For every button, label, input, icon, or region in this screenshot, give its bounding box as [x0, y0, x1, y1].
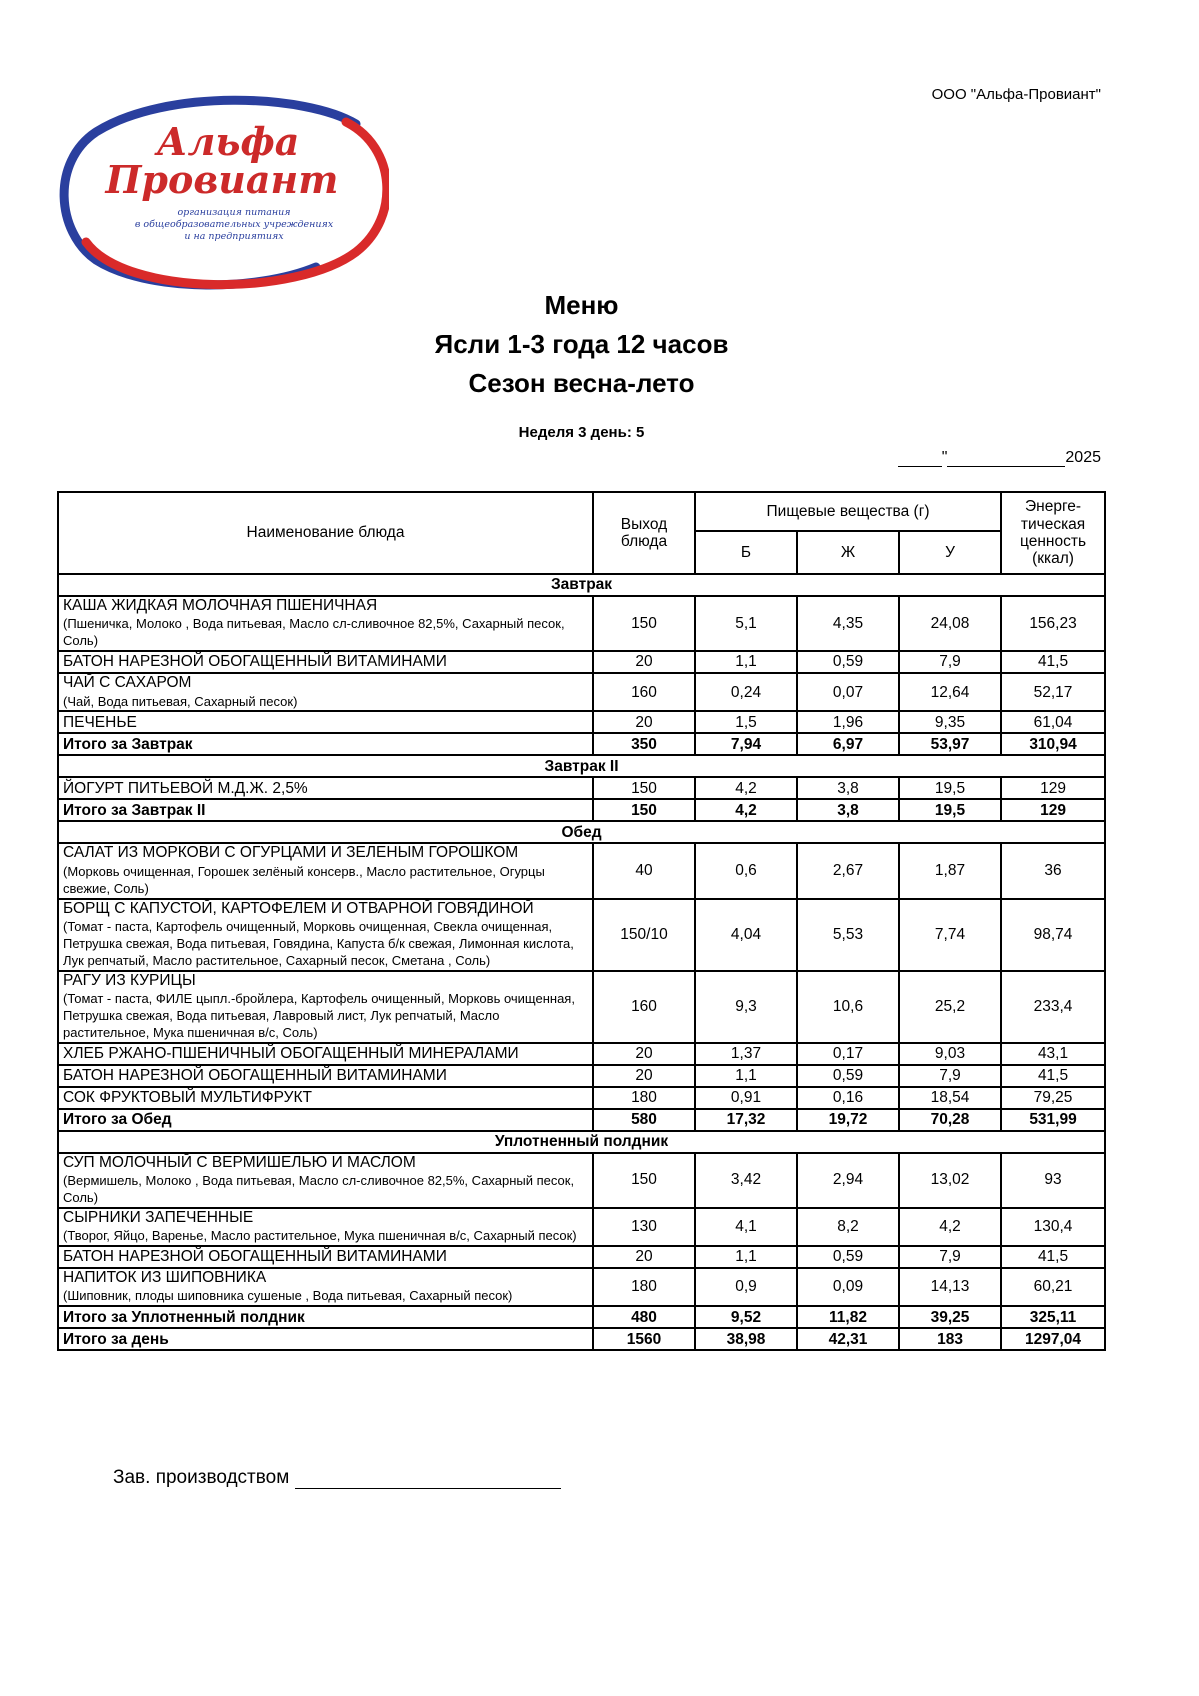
kcal-cell: 60,21	[1001, 1268, 1105, 1306]
output-cell: 150	[593, 777, 695, 799]
dish-cell	[58, 673, 593, 711]
output-cell: 1560	[593, 1328, 695, 1350]
output-cell: 20	[593, 711, 695, 733]
dish-name: ХЛЕБ РЖАНО-ПШЕНИЧНЫЙ ОБОГАЩЕННЫЙ МИНЕРАЛАМИ	[63, 1044, 519, 1062]
protein-cell: 0,24	[695, 673, 797, 711]
kcal-cell: 325,11	[1001, 1306, 1105, 1328]
fat-cell: 0,09	[797, 1268, 899, 1306]
dish-row	[58, 843, 1105, 898]
fat-cell: 2,94	[797, 1153, 899, 1208]
dish-cell	[58, 596, 593, 651]
date-month-blank	[947, 450, 1065, 467]
dish-row	[58, 673, 1105, 711]
dish-name: САЛАТ ИЗ МОРКОВИ С ОГУРЦАМИ И ЗЕЛЕНЫМ ГОРОШКОМ	[63, 844, 519, 862]
kcal-cell: 61,04	[1001, 711, 1105, 733]
carbs-cell: 9,03	[899, 1043, 1001, 1065]
carbs-cell: 70,28	[899, 1109, 1001, 1131]
alfa-proviant-logo	[56, 92, 389, 290]
carbs-cell: 7,9	[899, 1065, 1001, 1087]
section-header-row	[58, 821, 1105, 843]
dish-cell	[58, 1208, 593, 1246]
dish-cell	[58, 1043, 593, 1065]
dish-name: ЧАЙ С САХАРОМ	[63, 674, 192, 692]
kcal-cell: 43,1	[1001, 1043, 1105, 1065]
carbs-cell: 14,13	[899, 1268, 1001, 1306]
date-year: 2025	[1065, 449, 1101, 466]
fat-cell: 0,17	[797, 1043, 899, 1065]
signature-line	[113, 1467, 561, 1489]
dish-cell	[58, 899, 593, 971]
dish-row	[58, 1246, 1105, 1268]
output-cell: 160	[593, 971, 695, 1043]
section-header-row	[58, 755, 1105, 777]
carbs-cell: 13,02	[899, 1153, 1001, 1208]
fat-cell: 6,97	[797, 733, 899, 755]
company-name: ООО "Альфа-Провиант"	[931, 86, 1101, 103]
total-label: Итого за Завтрак II	[58, 799, 593, 821]
output-cell: 20	[593, 1065, 695, 1087]
protein-cell: 4,2	[695, 777, 797, 799]
dish-name: БАТОН НАРЕЗНОЙ ОБОГАЩЕННЫЙ ВИТАМИНАМИ	[63, 1248, 447, 1266]
carbs-cell: 39,25	[899, 1306, 1001, 1328]
header-protein: Б	[695, 531, 797, 574]
section-header-row	[58, 574, 1105, 596]
kcal-cell: 36	[1001, 843, 1105, 898]
dish-name: СОК ФРУКТОВЫЙ МУЛЬТИФРУКТ	[63, 1088, 313, 1106]
header-fat: Ж	[797, 531, 899, 574]
fat-cell: 3,8	[797, 799, 899, 821]
fat-cell: 0,59	[797, 1246, 899, 1268]
dish-cell	[58, 843, 593, 898]
dish-row	[58, 596, 1105, 651]
kcal-cell: 130,4	[1001, 1208, 1105, 1246]
dish-cell	[58, 777, 593, 799]
protein-cell: 1,1	[695, 1246, 797, 1268]
output-cell: 130	[593, 1208, 695, 1246]
dish-row	[58, 1087, 1105, 1109]
fat-cell: 19,72	[797, 1109, 899, 1131]
carbs-cell: 4,2	[899, 1208, 1001, 1246]
protein-cell: 0,6	[695, 843, 797, 898]
carbs-cell: 1,87	[899, 843, 1001, 898]
protein-cell: 0,91	[695, 1087, 797, 1109]
protein-cell: 4,04	[695, 899, 797, 971]
output-cell: 580	[593, 1109, 695, 1131]
output-cell: 20	[593, 1043, 695, 1065]
logo-tagline-line3: и на предприятиях	[184, 231, 284, 242]
protein-cell: 9,3	[695, 971, 797, 1043]
day-total-row	[58, 1328, 1105, 1350]
dish-cell	[58, 971, 593, 1043]
dish-row	[58, 1268, 1105, 1306]
week-day-label: Неделя 3 день: 5	[518, 424, 645, 441]
header-carbs: У	[899, 531, 1001, 574]
dish-row	[58, 711, 1105, 733]
protein-cell: 7,94	[695, 733, 797, 755]
dish-cell	[58, 1268, 593, 1306]
fat-cell: 11,82	[797, 1306, 899, 1328]
output-cell: 180	[593, 1268, 695, 1306]
header-energy: Энерге-тическая ценность (ккал)	[1001, 492, 1105, 574]
carbs-cell: 7,9	[899, 651, 1001, 673]
fat-cell: 42,31	[797, 1328, 899, 1350]
total-label: Итого за Уплотненный полдник	[58, 1306, 593, 1328]
total-label: Итого за Обед	[58, 1109, 593, 1131]
dish-composition: (Чай, Вода питьевая, Сахарный песок)	[63, 693, 298, 709]
kcal-cell: 1297,04	[1001, 1328, 1105, 1350]
dish-composition: (Пшеничка, Молоко , Вода питьевая, Масло сл-сливочное 82,5%, Сахарный песок, Соль)	[63, 616, 565, 649]
dish-name: БАТОН НАРЕЗНОЙ ОБОГАЩЕННЫЙ ВИТАМИНАМИ	[63, 653, 447, 671]
logo-name-line2: Провиант	[105, 157, 339, 202]
menu-title: Меню	[544, 290, 619, 320]
protein-cell: 9,52	[695, 1306, 797, 1328]
dish-cell	[58, 651, 593, 673]
protein-cell: 4,2	[695, 799, 797, 821]
carbs-cell: 18,54	[899, 1087, 1001, 1109]
dish-name: СУП МОЛОЧНЫЙ С ВЕРМИШЕЛЬЮ И МАСЛОМ	[63, 1153, 416, 1171]
section-total-row	[58, 733, 1105, 755]
kcal-cell: 52,17	[1001, 673, 1105, 711]
dish-row	[58, 777, 1105, 799]
kcal-cell: 41,5	[1001, 1065, 1105, 1087]
kcal-cell: 41,5	[1001, 651, 1105, 673]
menu-subtitle-age: Ясли 1-3 года 12 часов	[434, 329, 729, 359]
output-cell: 20	[593, 651, 695, 673]
section-title: Завтрак II	[58, 755, 1105, 777]
protein-cell: 5,1	[695, 596, 797, 651]
output-cell: 40	[593, 843, 695, 898]
fat-cell: 0,59	[797, 1065, 899, 1087]
kcal-cell: 93	[1001, 1153, 1105, 1208]
output-cell: 150	[593, 596, 695, 651]
carbs-cell: 24,08	[899, 596, 1001, 651]
protein-cell: 1,5	[695, 711, 797, 733]
kcal-cell: 129	[1001, 799, 1105, 821]
output-cell: 150/10	[593, 899, 695, 971]
fat-cell: 1,96	[797, 711, 899, 733]
dish-name: НАПИТОК ИЗ ШИПОВНИКА	[63, 1268, 267, 1286]
header-nutrients: Пищевые вещества (г)	[695, 492, 1001, 531]
fat-cell: 0,07	[797, 673, 899, 711]
date-quote: "	[941, 449, 948, 466]
kcal-cell: 129	[1001, 777, 1105, 799]
menu-subtitle-season: Сезон весна-лето	[468, 368, 695, 398]
kcal-cell: 79,25	[1001, 1087, 1105, 1109]
logo-tagline-line2: в общеобразовательных учреждениях	[134, 219, 334, 230]
carbs-cell: 12,64	[899, 673, 1001, 711]
dish-composition: (Морковь очищенная, Горошек зелёный консерв., Масло растительное, Огурцы свежие, Соль)	[63, 863, 545, 896]
section-total-row	[58, 799, 1105, 821]
carbs-cell: 7,74	[899, 899, 1001, 971]
carbs-cell: 19,5	[899, 799, 1001, 821]
protein-cell: 0,9	[695, 1268, 797, 1306]
kcal-cell: 98,74	[1001, 899, 1105, 971]
dish-row	[58, 1208, 1105, 1246]
carbs-cell: 25,2	[899, 971, 1001, 1043]
fat-cell: 4,35	[797, 596, 899, 651]
protein-cell: 4,1	[695, 1208, 797, 1246]
carbs-cell: 19,5	[899, 777, 1001, 799]
day-total-label: Итого за день	[58, 1328, 593, 1350]
fat-cell: 0,16	[797, 1087, 899, 1109]
kcal-cell: 233,4	[1001, 971, 1105, 1043]
dish-row	[58, 971, 1105, 1043]
dish-name: ПЕЧЕНЬЕ	[63, 713, 137, 731]
section-title: Завтрак	[58, 574, 1105, 596]
protein-cell: 3,42	[695, 1153, 797, 1208]
dish-name: РАГУ ИЗ КУРИЦЫ	[63, 971, 196, 989]
date-line	[800, 449, 1101, 467]
dish-cell	[58, 1065, 593, 1087]
signature-blank	[295, 1468, 561, 1489]
output-cell: 150	[593, 1153, 695, 1208]
dish-cell	[58, 1087, 593, 1109]
fat-cell: 8,2	[797, 1208, 899, 1246]
dish-cell	[58, 711, 593, 733]
dish-row	[58, 1153, 1105, 1208]
protein-cell: 17,32	[695, 1109, 797, 1131]
kcal-cell: 41,5	[1001, 1246, 1105, 1268]
dish-name: КАША ЖИДКАЯ МОЛОЧНАЯ ПШЕНИЧНАЯ	[63, 597, 378, 614]
dish-name: БАТОН НАРЕЗНОЙ ОБОГАЩЕННЫЙ ВИТАМИНАМИ	[63, 1066, 447, 1084]
dish-name: ЙОГУРТ ПИТЬЕВОЙ М.Д.Ж. 2,5%	[63, 779, 308, 797]
output-cell: 160	[593, 673, 695, 711]
fat-cell: 3,8	[797, 777, 899, 799]
dish-row	[58, 899, 1105, 971]
date-day-blank	[898, 450, 942, 467]
production-manager-label: Зав. производством	[113, 1467, 290, 1488]
kcal-cell: 531,99	[1001, 1109, 1105, 1131]
output-cell: 180	[593, 1087, 695, 1109]
section-header-row	[58, 1131, 1105, 1153]
carbs-cell: 7,9	[899, 1246, 1001, 1268]
carbs-cell: 183	[899, 1328, 1001, 1350]
fat-cell: 0,59	[797, 651, 899, 673]
dish-name: БОРЩ С КАПУСТОЙ, КАРТОФЕЛЕМ И ОТВАРНОЙ ГОВЯДИНОЙ	[63, 899, 534, 917]
dish-composition: (Творог, Яйцо, Варенье, Масло растительное, Мука пшеничная в/с, Сахарный песок)	[63, 1228, 577, 1244]
carbs-cell: 53,97	[899, 733, 1001, 755]
table-header-row-1	[58, 492, 1105, 531]
section-title: Обед	[58, 821, 1105, 843]
protein-cell: 1,1	[695, 1065, 797, 1087]
logo-tagline-line1: организация питания	[177, 207, 291, 218]
section-title: Уплотненный полдник	[58, 1131, 1105, 1153]
carbs-cell: 9,35	[899, 711, 1001, 733]
total-label: Итого за Завтрак	[58, 733, 593, 755]
menu-table	[57, 491, 1106, 1351]
logo-name-line1: Альфа	[156, 119, 300, 164]
section-total-row	[58, 1306, 1105, 1328]
protein-cell: 1,1	[695, 651, 797, 673]
section-total-row	[58, 1109, 1105, 1131]
header-dish-name: Наименование блюда	[58, 492, 593, 574]
protein-cell: 38,98	[695, 1328, 797, 1350]
menu-title-block	[0, 286, 1163, 403]
kcal-cell: 310,94	[1001, 733, 1105, 755]
fat-cell: 5,53	[797, 899, 899, 971]
dish-composition: (Вермишель, Молоко , Вода питьевая, Масло сл-сливочное 82,5%, Сахарный песок, Соль)	[63, 1172, 575, 1205]
dish-row	[58, 1043, 1105, 1065]
header-output: Выход блюда	[593, 492, 695, 574]
fat-cell: 10,6	[797, 971, 899, 1043]
output-cell: 350	[593, 733, 695, 755]
dish-composition: (Томат - паста, Картофель очищенный, Морковь очищенная, Свекла очищенная, Петрушка свежая, Вода питьевая, Говядина, Капуста б/к свежая, Лимонная кислота, Лук репчатый, Масло растительное, Сахарный песок, Сметана , Соль)	[63, 918, 574, 968]
dish-cell	[58, 1153, 593, 1208]
kcal-cell: 156,23	[1001, 596, 1105, 651]
dish-cell	[58, 1246, 593, 1268]
protein-cell: 1,37	[695, 1043, 797, 1065]
dish-row	[58, 1065, 1105, 1087]
output-cell: 20	[593, 1246, 695, 1268]
dish-name: СЫРНИКИ ЗАПЕЧЕННЫЕ	[63, 1208, 254, 1226]
output-cell: 480	[593, 1306, 695, 1328]
fat-cell: 2,67	[797, 843, 899, 898]
dish-composition: (Томат - паста, ФИЛЕ цыпл.-бройлера, Картофель очищенный, Морковь очищенная, Петрушка свежая, Вода питьевая, Лавровый лист, Лук репчатый, Масло растительное, Мука пшеничная в/с, Соль)	[63, 990, 575, 1040]
output-cell: 150	[593, 799, 695, 821]
dish-composition: (Шиповник, плоды шиповника сушеные , Вода питьевая, Сахарный песок)	[63, 1288, 513, 1304]
dish-row	[58, 651, 1105, 673]
